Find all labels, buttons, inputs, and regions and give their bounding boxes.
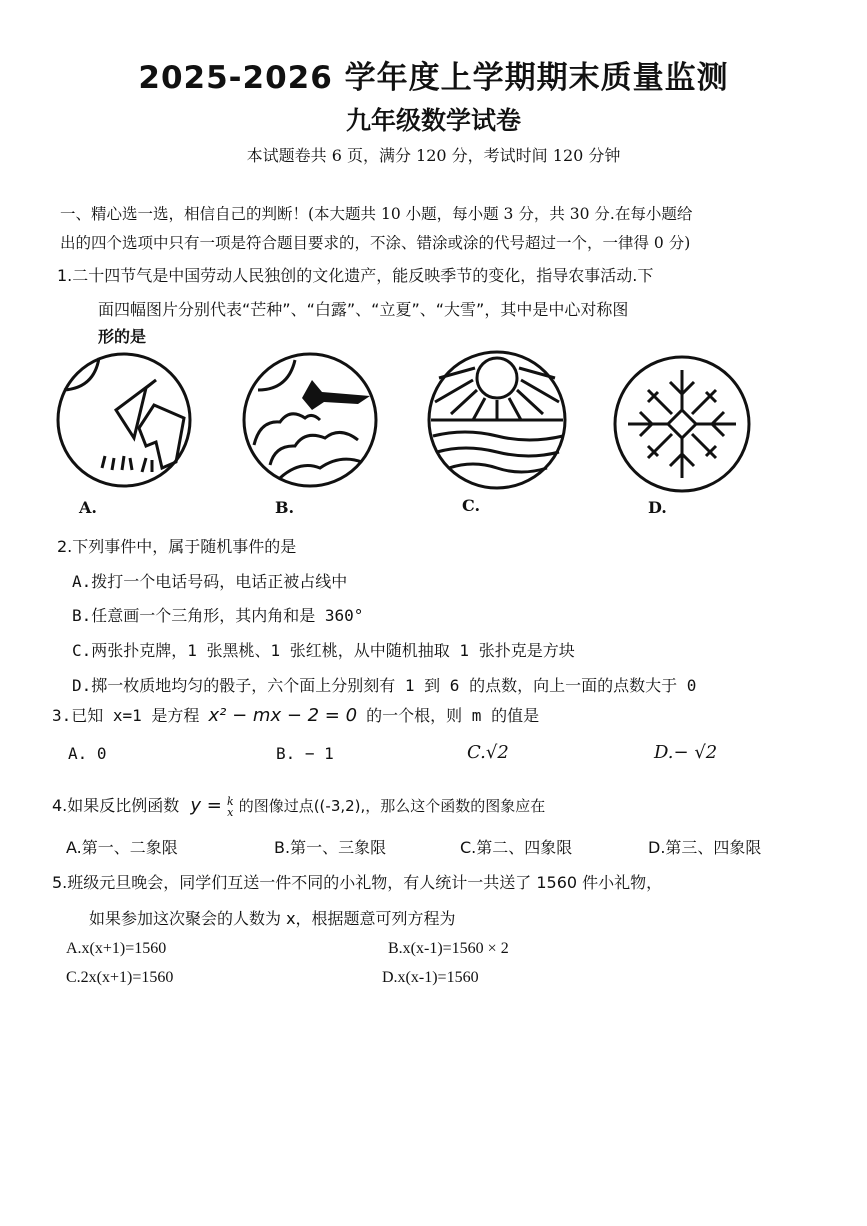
q3-stem-a: 3.已知 x=1 是方程 [52, 706, 200, 725]
figure-d-daxue [610, 352, 755, 497]
q4-stem-a: 4.如果反比例函数 [52, 796, 180, 815]
q1-stem-line2: 面四幅图片分别代表“芒种”、“白露”、“立夏”、“大雪”，其中是中心对称图 [98, 300, 629, 319]
q4-fraction-numerator: k [226, 794, 234, 808]
figure-d-label: D. [648, 498, 667, 517]
q3-option-c: C.√2 [467, 742, 509, 763]
q1-stem-line3: 形的是 [98, 327, 147, 346]
q4-option-a: A.第一、二象限 [66, 838, 178, 857]
q4-option-d: D.第三、四象限 [648, 838, 762, 857]
section-instructions-line2: 出的四个选项中只有一项是符合题目要求的，不涂、错涂或涂的代号超过一个，一律得 0 分) [60, 234, 691, 252]
q1-stem-line1: 1.二十四节气是中国劳动人民独创的文化遗产，能反映季节的变化，指导农事活动.下 [57, 266, 654, 285]
q4-stem [52, 793, 545, 818]
q2-option-b: B.任意画一个三角形，其内角和是 360° [72, 606, 364, 625]
q4-fraction [227, 796, 234, 818]
q3-equation: x² − mx − 2 = 0 [208, 705, 358, 726]
q2-option-d: D.掷一枚质地均匀的骰子，六个面上分别刻有 1 到 6 的点数，向上一面的点数大于 0 [72, 676, 697, 695]
q2-option-a: A.拨打一个电话号码，电话正被占线中 [72, 572, 348, 591]
q3-option-d: D.− √2 [654, 742, 718, 763]
figure-b-label: B. [275, 498, 295, 517]
figure-a-label: A. [79, 498, 97, 517]
exam-subject-title: 九年级数学试卷 [345, 106, 521, 135]
q5-option-b: B.x(x-1)=1560 × 2 [388, 940, 509, 957]
q2-option-c: C.两张扑克牌，1 张黑桃、1 张红桃，从中随机抽取 1 张扑克是方块 [72, 641, 575, 660]
exam-info: 本试题卷共 6 页，满分 120 分，考试时间 120 分钟 [246, 146, 621, 165]
q5-stem-line2: 如果参加这次聚会的人数为 x，根据题意可列方程为 [89, 909, 456, 928]
figure-b-bailu [240, 350, 380, 490]
figure-a-mangzhong [54, 350, 194, 490]
q4-func-lhs: y = [190, 795, 222, 816]
section-instructions-line1: 一、精心选一选，相信自己的判断！(本大题共 10 小题，每小题 3 分，共 30 分.在每小题给 [60, 205, 693, 223]
q3-option-a: A. 0 [68, 744, 107, 763]
q3-stem [52, 703, 539, 726]
figure-c-label: C. [462, 496, 481, 515]
q4-option-b: B.第一、三象限 [274, 838, 387, 857]
q4-option-c: C.第二、四象限 [460, 838, 573, 857]
q3-option-b: B. − 1 [276, 744, 334, 763]
q5-option-c: C.2x(x+1)=1560 [66, 969, 174, 986]
exam-title: 2025-2026 学年度上学期期末质量监测 [138, 60, 729, 96]
q3-stem-b: 的一个根，则 m 的值是 [366, 706, 540, 725]
q5-stem-line1: 5.班级元旦晚会，同学们互送一件不同的小礼物，有人统计一共送了 1560 件小礼物， [52, 873, 663, 892]
q4-stem-b: 的图像过点((-3,2),，那么这个函数的图象应在 [238, 797, 546, 815]
q2-stem: 2.下列事件中，属于随机事件的是 [57, 537, 297, 556]
q5-option-d: D.x(x-1)=1560 [382, 969, 479, 986]
figure-c-lixia [425, 348, 570, 493]
q4-fraction-denominator: x [227, 805, 234, 819]
q5-option-a: A.x(x+1)=1560 [66, 940, 167, 957]
